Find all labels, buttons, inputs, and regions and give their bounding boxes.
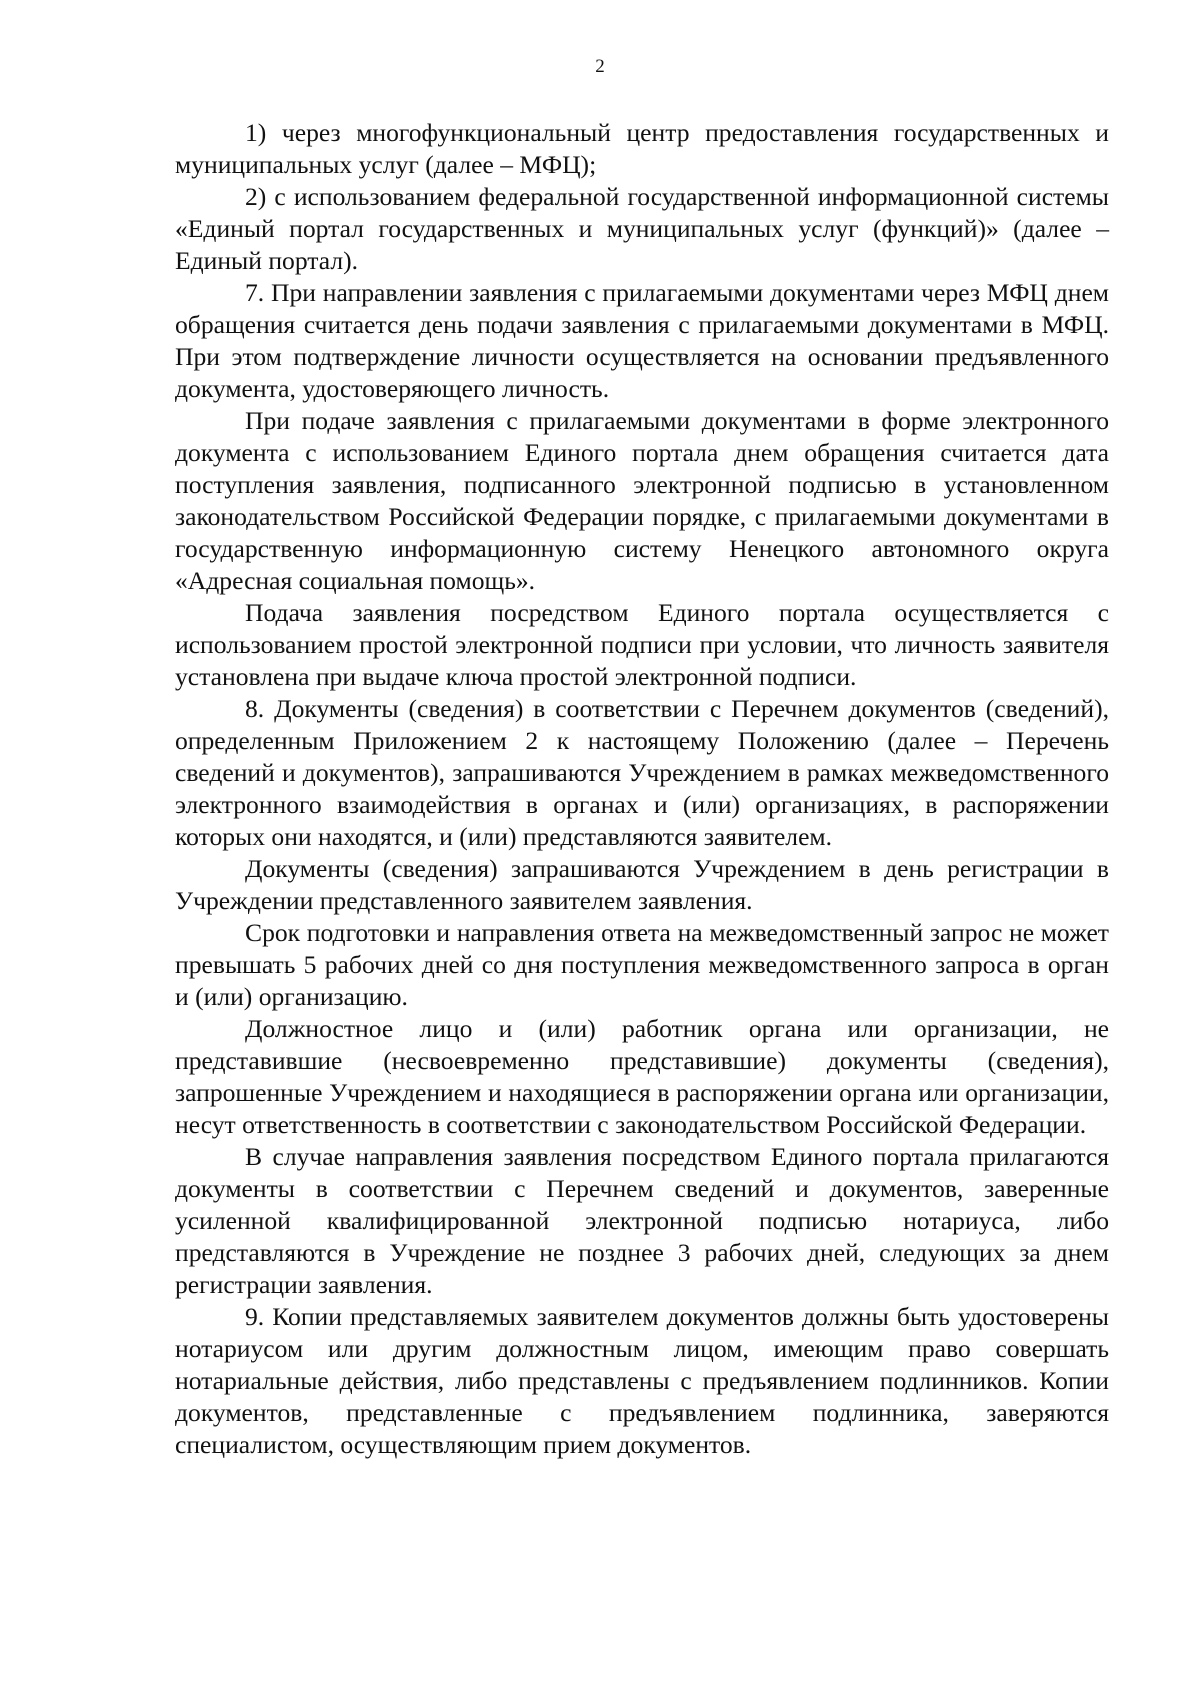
paragraph-simple-signature: Подача заявления посредством Единого портала осуществляется с использованием простой электронной подписи при условии, что личность заявителя установлена при выдаче ключа простой электронной подписи.	[175, 598, 1109, 691]
paragraph-liability: Должностное лицо и (или) работник органа или организации, не представившие (несвоевременно представившие) документы (сведения), запрошенные Учреждением и находящиеся в распоряжении органа или организации, несут ответственность в соответствии с законодательством Российской Федерации.	[175, 1014, 1109, 1139]
paragraph-response-deadline: Срок подготовки и направления ответа на межведомственный запрос не может превышать 5 рабочих дней со дня поступления межведомственного запроса в орган и (или) организацию.	[175, 918, 1109, 1011]
paragraph-clause-9: 9. Копии представляемых заявителем документов должны быть удостоверены нотариусом или другим должностным лицом, имеющим право совершать нотариальные действия, либо представлены с предъявлением подлинников. Копии документов, представленные с предъявлением подлинника, заверяются специалистом, осуществляющим прием документов.	[175, 1302, 1109, 1459]
paragraph-electronic-submission: При подаче заявления с прилагаемыми документами в форме электронного документа с использованием Единого портала днем обращения считается дата поступления заявления, подписанного электронной подписью в установленном законодательством Российской Федерации порядке, с прилагаемыми документами в государственную информационную систему Ненецкого автономного округа «Адресная социальная помощь».	[175, 406, 1109, 595]
paragraph-mfc-channel: 1) через многофункциональный центр предоставления государственных и муниципальных услуг (далее – МФЦ);	[175, 118, 1109, 179]
document-body	[175, 117, 1109, 1461]
paragraph-clause-7: 7. При направлении заявления с прилагаемыми документами через МФЦ днем обращения считается день подачи заявления с прилагаемыми документами в МФЦ. При этом подтверждение личности осуществляется на основании предъявленного документа, удостоверяющего личность.	[175, 278, 1109, 403]
paragraph-request-timing: Документы (сведения) запрашиваются Учреждением в день регистрации в Учреждении представленного заявителем заявления.	[175, 854, 1109, 915]
paragraph-portal-channel: 2) с использованием федеральной государственной информационной системы «Единый портал государственных и муниципальных услуг (функций)» (далее – Единый портал).	[175, 182, 1109, 275]
page-number: 2	[595, 56, 605, 77]
paragraph-portal-attachments: В случае направления заявления посредством Единого портала прилагаются документы в соответствии с Перечнем сведений и документов, заверенные усиленной квалифицированной электронной подписью нотариуса, либо представляются в Учреждение не позднее 3 рабочих дней, следующих за днем регистрации заявления.	[175, 1142, 1109, 1299]
paragraph-clause-8: 8. Документы (сведения) в соответствии с Перечнем документов (сведений), определенным Приложением 2 к настоящему Положению (далее – Перечень сведений и документов), запрашиваются Учреждением в рамках межведомственного электронного взаимодействия в органах и (или) организациях, в распоряжении которых они находятся, и (или) представляются заявителем.	[175, 694, 1109, 851]
